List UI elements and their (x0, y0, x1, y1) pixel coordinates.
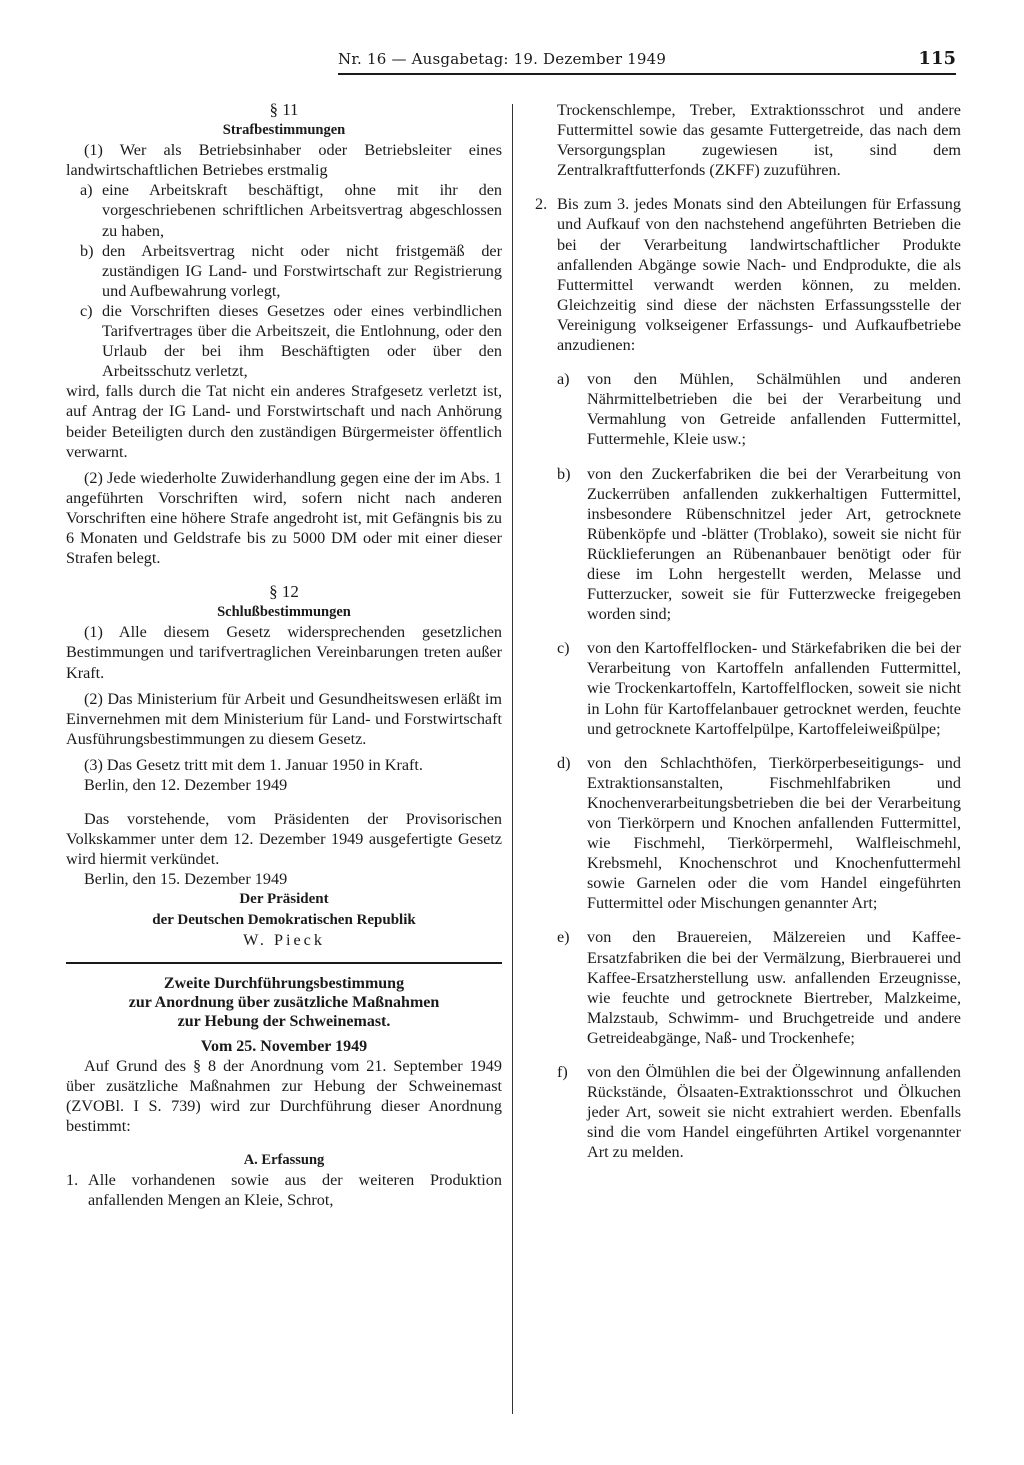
list-item-text: von den Zuckerfabriken die bei der Verarbeitung von Zuckerrüben anfallenden zukkerhaltigen Futtermittel, insbesondere Rübenschnitzel jeder Art, getrocknete Rübenköpfe und -blätter (Troblako), soweit sie nicht für Rücklieferungen an Rübenanbauer benötigt oder für diese im Lohn hergestellt werden, Melasse und Futterzucker, soweit sie für Futterzwecke freigegeben worden sind; (587, 464, 961, 624)
section-rule (66, 962, 502, 964)
s11-paragraph-2: (2) Jede wiederholte Zuwiderhandlung gegen eine der im Abs. 1 angeführten Vorschriften wird, sofern nicht nach anderen Vorschriften eine höhere Strafe angedroht ist, mit Gefängnis bis zu 6 Monaten und Geldstrafe bis zu 5000 DM oder mit einer dieser Strafen belegt. (66, 468, 502, 568)
list-item (80, 301, 502, 381)
place-date-1: Berlin, den 12. Dezember 1949 (84, 776, 288, 794)
section-12-title: Schlußbestimmungen (217, 604, 351, 621)
announcement-date: Vom 25. November 1949 (200, 1037, 368, 1055)
list-item-text: von den Mühlen, Schälmühlen und anderen Nährmittelbetrieben die bei der Verarbeitung und Vermahlung von Getreide anfallenden Futtermittel, Futtermehle, Kleie usw.; (587, 370, 961, 449)
s12-paragraph-1: (1) Alle diesem Gesetz widersprechenden gesetzlichen Bestimmungen und tarifvertraglichen Vereinbarungen treten außer Kraft. (66, 623, 502, 682)
section-12-number: § 12 (269, 582, 299, 602)
announcement-title-line-1: Zweite Durchführungsbestimmung (163, 974, 405, 992)
list-item (557, 1062, 961, 1162)
column-divider (512, 104, 513, 1414)
promulgation-text: Das vorstehende, vom Präsidenten der Provisorischen Volkskammer unter dem 12. Dezember 1949 ausgefertigte Gesetz wird hiermit verkündet. (66, 810, 502, 869)
list-item-text: von den Kartoffelflocken- und Stärkefabriken die bei der Verarbeitung von Kartoffeln anfallenden Futtermittel, wie Trockenkartoffeln, Kartoffelflocken, soweit sie nicht in Lohn für Kartoffelanbauer getrocknet werden, feuchte und getrocknete Kartoffelpülpe, Kartoffeleiweißpülpe; (587, 639, 961, 738)
part-a-heading: A. Erfassung (243, 1152, 325, 1169)
list-item-label: e) (557, 928, 570, 947)
list-item-label: d) (557, 753, 571, 772)
list-item-label: c) (80, 301, 93, 320)
list-item (535, 194, 961, 355)
signer-name: W. Pieck (243, 930, 325, 949)
list-item-text: eine Arbeitskraft beschäftigt, ohne mit ihr den vorgeschriebenen schriftlichen Arbeitsvertrag abgeschlossen zu haben, (102, 181, 502, 240)
s12-paragraph-2: (2) Das Ministerium für Arbeit und Gesundheitswesen erläßt im Einvernehmen mit dem Ministerium für Land- und Forstwirtschaft Ausführungsbestimmungen zu diesem Gesetz. (66, 689, 502, 748)
announcement-title-line-2: zur Anordnung über zusätzliche Maßnahmen (128, 993, 440, 1011)
right-column (535, 100, 961, 1163)
signer-title: Der Präsident (239, 891, 329, 908)
place-date-2: Berlin, den 15. Dezember 1949 (84, 870, 288, 889)
list-item-label: 2. (535, 195, 548, 214)
list-item (557, 638, 961, 738)
list-item (557, 464, 961, 625)
list-item-label: b) (557, 464, 571, 483)
s11-paragraph-1: (1) Wer als Betriebsinhaber oder Betriebsleiter eines landwirtschaftlichen Betriebes erstmalig (66, 141, 502, 180)
list-item-text: von den Schlachthöfen, Tierkörperbeseitigungs- und Extraktionsanstalten, Fischmehlfabriken und Knochenverarbeitungsbetrieben die bei der Verarbeitung von Tierkörpern und Knochen anfallenden Futtermittel, wie Fischmehl, Tierkörpermehl, Walfleischmehl, Krebsmehl, Knochenschrot und Knochenfuttermehl sowie Garnelen oder die vom Handel eingeführten Futtermittel oder Mischungen genannter Art; (587, 753, 961, 913)
page-header (338, 48, 956, 75)
list-item-text: die Vorschriften dieses Gesetzes oder eines verbindlichen Tarifvertrages über die Arbeitszeit, die Entlohnung, oder den Urlaub der bei ihm Beschäftigten oder über den Arbeitsschutz verletzt, (102, 301, 502, 381)
page-number: 115 (918, 48, 956, 69)
list-item-label: c) (557, 639, 570, 658)
item-1-continuation: Trockenschlempe, Treber, Extraktionsschrot und andere Futtermittel sowie das gesamte Futtergetreide, das nach dem Versorgungsplan zugewiesen ist, sind dem Zentralkraftfutterfonds (ZKFF) zuzuführen. (557, 101, 961, 180)
list-item-label: f) (557, 1063, 568, 1082)
list-item-text: Bis zum 3. jedes Monats sind den Abteilungen für Erfassung und Aufkauf von den nachstehend angeführten Betrieben die bei der Verarbeitung landwirtschaftlicher Produkte anfallenden Abgänge sowie Nach- und Endprodukte, die als Futtermittel verwandt werden können, zu melden. Gleichzeitig sind diese der nächsten Erfassungsstelle der Vereinigung volkseigener Erfassungs- und Aufkaufbetriebe anzudienen: (557, 195, 961, 355)
s11-paragraph-1-end: wird, falls durch die Tat nicht ein anderes Strafgesetz verletzt ist, auf Antrag der IG Land- und Forstwirtschaft und nach Anhörung beider Beteiligten durch den zuständigen Bürgermeister öffentlich verwarnt. (66, 382, 502, 461)
list-item (557, 753, 961, 914)
list-item-label: b) (80, 241, 94, 260)
issue-line: Nr. 16 — Ausgabetag: 19. Dezember 1949 (338, 50, 667, 68)
list-item (557, 369, 961, 449)
list-item-text: den Arbeitsvertrag nicht oder nicht fristgemäß der zuständigen IG Land- und Forstwirtschaft zur Registrierung und Aufbewahrung vorlegt, (102, 241, 502, 300)
list-item-label: a) (557, 370, 570, 389)
list-item-label: a) (80, 181, 93, 200)
list-item-text: von den Ölmühlen die bei der Ölgewinnung anfallenden Rückstände, Ölsaaten-Extraktionsschrot und Ölkuchen jeder Art, soweit sie nicht extrahiert werden. Ebenfalls sind die vom Handel eingeführten Artikel vorgenannter Art zu melden. (587, 1063, 961, 1162)
list-item (80, 241, 502, 301)
section-11-title: Strafbestimmungen (222, 122, 346, 139)
signer-republic: der Deutschen Demokratischen Republik (152, 911, 416, 928)
list-item-text: von den Brauereien, Mälzereien und Kaffee-Ersatzfabriken die bei der Vermälzung, Bierbrauerei und Kaffee-Ersatzherstellung usw. anfallenden Erzeugnisse, wie feuchte und getrocknete Biertreber, Malzkeime, Malzstaub, Schwimm- und Bruchgetreide und andere Getreideabgänge, Naß- und Trockenhefe; (587, 928, 961, 1047)
s12-paragraph-3: (3) Das Gesetz tritt mit dem 1. Januar 1950 in Kraft. (84, 755, 423, 774)
list-item-text: Alle vorhandenen sowie aus der weiteren Produktion anfallenden Mengen an Kleie, Schrot, (88, 1171, 502, 1210)
list-item-label: 1. (66, 1171, 79, 1190)
list-item (557, 927, 961, 1048)
list-item (66, 1170, 502, 1210)
left-column (66, 100, 502, 1210)
section-11-number: § 11 (269, 100, 299, 119)
announcement-intro: Auf Grund des § 8 der Anordnung vom 21. September 1949 über zusätzliche Maßnahmen zur Hebung der Schweinemast (ZVOBl. I S. 739) wird zur Durchführung dieser Anordnung bestimmt: (66, 1056, 502, 1136)
list-item (80, 180, 502, 240)
announcement-title-line-3: zur Hebung der Schweinemast. (177, 1012, 391, 1030)
